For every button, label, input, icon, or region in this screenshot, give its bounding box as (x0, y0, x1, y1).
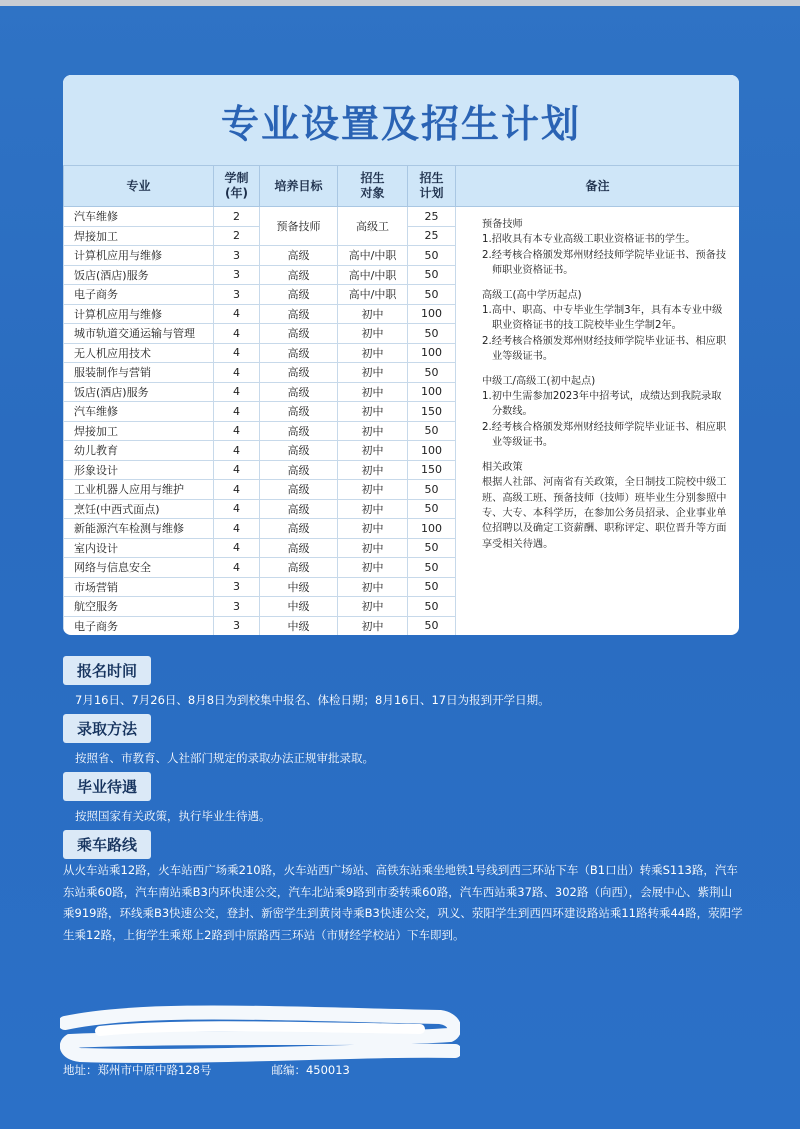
cell-goal: 高级 (260, 285, 338, 305)
header-years: 学制 (年) (214, 166, 260, 207)
cell-goal: 高级 (260, 382, 338, 402)
cell-years: 2 (214, 226, 260, 246)
cell-major: 工业机器人应用与维护 (64, 480, 214, 500)
cell-years: 3 (214, 577, 260, 597)
cell-target: 初中 (338, 597, 408, 617)
cell-years: 4 (214, 499, 260, 519)
cell-major: 计算机应用与维修 (64, 246, 214, 266)
cell-goal: 高级 (260, 460, 338, 480)
cell-years: 3 (214, 597, 260, 617)
cell-target: 初中 (338, 480, 408, 500)
cell-target: 初中 (338, 402, 408, 422)
note-item: 2.经考核合格颁发郑州财经技师学院毕业证书、相应职业等级证书。 (482, 421, 727, 449)
address-text: 地址：郑州市中原中路128号 (63, 1063, 212, 1077)
cell-major: 计算机应用与维修 (64, 304, 214, 324)
enrollment-card (63, 75, 739, 635)
note-heading: 中级工/高级工(初中起点) (482, 375, 596, 387)
cell-goal: 高级 (260, 343, 338, 363)
header-notes: 备注 (456, 166, 740, 207)
cell-plan: 50 (408, 246, 456, 266)
graduation-text: 按照国家有关政策，执行毕业生待遇。 (75, 809, 271, 823)
enrollment-plan-table (63, 165, 739, 635)
cell-years: 4 (214, 558, 260, 578)
admission-text: 按照省、市教育、人社部门规定的录取办法正规审批录取。 (75, 751, 374, 765)
cell-target: 初中 (338, 304, 408, 324)
cell-plan: 50 (408, 577, 456, 597)
cell-goal: 高级 (260, 538, 338, 558)
cell-years: 4 (214, 402, 260, 422)
cell-plan: 100 (408, 441, 456, 461)
cell-plan: 100 (408, 382, 456, 402)
cell-years: 4 (214, 480, 260, 500)
cell-goal: 中级 (260, 577, 338, 597)
cell-plan: 100 (408, 519, 456, 539)
cell-major: 室内设计 (64, 538, 214, 558)
cell-plan: 50 (408, 480, 456, 500)
note-item: 1.初中生需参加2023年中招考试，成绩达到我院录取分数线。 (482, 391, 722, 418)
cell-plan: 25 (408, 226, 456, 246)
cell-years: 3 (214, 246, 260, 266)
cell-goal: 高级 (260, 421, 338, 441)
cell-years: 4 (214, 441, 260, 461)
page-title: 专业设置及招生计划 (220, 101, 581, 146)
cell-major: 电子商务 (64, 285, 214, 305)
cell-target: 初中 (338, 343, 408, 363)
cell-goal: 高级 (260, 402, 338, 422)
header-target: 招生 对象 (338, 166, 408, 207)
cell-goal: 高级 (260, 363, 338, 383)
cell-major: 电子商务 (64, 616, 214, 635)
cell-goal: 高级 (260, 499, 338, 519)
cell-major: 网络与信息安全 (64, 558, 214, 578)
cell-years: 3 (214, 285, 260, 305)
cell-major: 汽车维修 (64, 207, 214, 227)
cell-target: 初中 (338, 519, 408, 539)
cell-major: 焊接加工 (64, 421, 214, 441)
cell-major: 航空服务 (64, 597, 214, 617)
cell-major: 饭店(酒店)服务 (64, 265, 214, 285)
cell-plan: 100 (408, 343, 456, 363)
cell-target: 初中 (338, 441, 408, 461)
header-plan: 招生 计划 (408, 166, 456, 207)
cell-plan: 50 (408, 285, 456, 305)
route-section (63, 830, 151, 859)
cell-target: 高中/中职 (338, 246, 408, 266)
cell-years: 4 (214, 538, 260, 558)
registration-section (63, 656, 550, 708)
cell-major: 焊接加工 (64, 226, 214, 246)
cell-plan: 50 (408, 616, 456, 635)
note-item: 1.高中、职高、中专毕业生学制3年，具有本专业中级职业资格证书的技工院校毕业生学制2年。 (482, 305, 723, 332)
cell-major: 新能源汽车检测与维修 (64, 519, 214, 539)
header-goal: 培养目标 (260, 166, 338, 207)
cell-plan: 50 (408, 265, 456, 285)
redaction-scribble (60, 1005, 460, 1065)
cell-target: 初中 (338, 577, 408, 597)
notes-cell (456, 207, 740, 636)
cell-major: 幼儿教育 (64, 441, 214, 461)
cell-goal: 高级 (260, 246, 338, 266)
cell-target: 初中 (338, 538, 408, 558)
registration-label: 报名时间 (63, 656, 151, 685)
route-text: 从火车站乘12路，火车站西广场乘210路，火车站西广场站、高铁东站乘坐地铁1号线到西三环站下车（B1口出）转乘S113路，汽车东站乘60路，汽车南站乘B3内环快速公交，汽车北站乘9路到市委转乘60路，汽车西站乘37路、302路（向西），会展中心、紫荆山乘919路，环线乘B3快速公交，登封、新密学生到黄岗寺乘B3快速公交，巩义、荥阳学生到西四环建设路站乘11路转乘44路，荥阳学生乘12路，上街学生乘郑上2路到中原路西三环站（市财经学校站）下车即到。 (63, 863, 743, 942)
cell-goal: 高级 (260, 558, 338, 578)
cell-years: 3 (214, 265, 260, 285)
route-label: 乘车路线 (63, 830, 151, 859)
cell-plan: 50 (408, 597, 456, 617)
note-block-junior (482, 374, 729, 451)
note-block-senior (482, 288, 729, 365)
note-heading: 相关政策 (482, 461, 523, 473)
cell-major: 形象设计 (64, 460, 214, 480)
cell-target: 高中/中职 (338, 285, 408, 305)
cell-major: 市场营销 (64, 577, 214, 597)
postcode-text: 邮编：450013 (271, 1063, 350, 1077)
cell-years: 4 (214, 421, 260, 441)
cell-plan: 50 (408, 499, 456, 519)
cell-goal-merged: 预备技师 (260, 207, 338, 246)
cell-target: 初中 (338, 324, 408, 344)
cell-years: 4 (214, 363, 260, 383)
cell-plan: 50 (408, 421, 456, 441)
cell-goal: 中级 (260, 597, 338, 617)
note-item: 1.招收具有本专业高级工职业资格证书的学生。 (482, 234, 696, 246)
note-heading: 预备技师 (482, 219, 523, 230)
address-line (63, 1062, 350, 1078)
cell-target: 初中 (338, 363, 408, 383)
note-heading: 高级工(高中学历起点) (482, 289, 582, 301)
cell-years: 4 (214, 343, 260, 363)
top-edge (0, 0, 800, 6)
cell-target: 初中 (338, 499, 408, 519)
cell-plan: 150 (408, 402, 456, 422)
cell-goal: 高级 (260, 304, 338, 324)
cell-major: 城市轨道交通运输与管理 (64, 324, 214, 344)
cell-major: 汽车维修 (64, 402, 214, 422)
cell-years: 4 (214, 382, 260, 402)
title-band (63, 75, 739, 165)
table-header-row (64, 166, 740, 207)
cell-plan: 150 (408, 460, 456, 480)
cell-goal: 高级 (260, 441, 338, 461)
admission-label: 录取方法 (63, 714, 151, 743)
registration-text: 7月16日、7月26日、8月8日为到校集中报名、体检日期；8月16日、17日为报到开学日期。 (75, 693, 550, 707)
table-row (64, 207, 740, 227)
cell-goal: 高级 (260, 324, 338, 344)
cell-years: 4 (214, 460, 260, 480)
note-item: 2.经考核合格颁发郑州财经技师学院毕业证书、预备技师职业资格证书。 (482, 249, 727, 277)
cell-goal: 高级 (260, 519, 338, 539)
cell-goal: 高级 (260, 265, 338, 285)
cell-years: 2 (214, 207, 260, 227)
cell-major: 饭店(酒店)服务 (64, 382, 214, 402)
note-block-policy (482, 460, 729, 552)
cell-goal: 高级 (260, 480, 338, 500)
cell-target: 初中 (338, 558, 408, 578)
note-text: 根据人社部、河南省有关政策，全日制技工院校中级工班、高级工班、预备技师（技师）班毕业生分别参照中专、大专、本科学历，在参加公务员招录、企业事业单位招聘以及确定工资薪酬、职称评定、职位晋升等方面享受相关待遇。 (482, 477, 727, 550)
cell-target: 高中/中职 (338, 265, 408, 285)
graduation-label: 毕业待遇 (63, 772, 151, 801)
graduation-section (63, 772, 271, 824)
note-block-technician (482, 217, 729, 279)
cell-years: 4 (214, 324, 260, 344)
cell-major: 无人机应用技术 (64, 343, 214, 363)
cell-target: 初中 (338, 460, 408, 480)
cell-plan: 100 (408, 304, 456, 324)
cell-years: 4 (214, 304, 260, 324)
cell-major: 烹饪(中西式面点) (64, 499, 214, 519)
admission-section (63, 714, 374, 766)
cell-plan: 50 (408, 324, 456, 344)
cell-major: 服装制作与营销 (64, 363, 214, 383)
cell-years: 3 (214, 616, 260, 635)
cell-target-merged: 高级工 (338, 207, 408, 246)
cell-plan: 50 (408, 538, 456, 558)
cell-target: 初中 (338, 382, 408, 402)
cell-plan: 50 (408, 558, 456, 578)
header-major: 专业 (64, 166, 214, 207)
cell-years: 4 (214, 519, 260, 539)
cell-target: 初中 (338, 616, 408, 635)
cell-plan: 50 (408, 363, 456, 383)
note-item: 2.经考核合格颁发郑州财经技师学院毕业证书、相应职业等级证书。 (482, 335, 727, 363)
cell-plan: 25 (408, 207, 456, 227)
cell-goal: 中级 (260, 616, 338, 635)
cell-target: 初中 (338, 421, 408, 441)
